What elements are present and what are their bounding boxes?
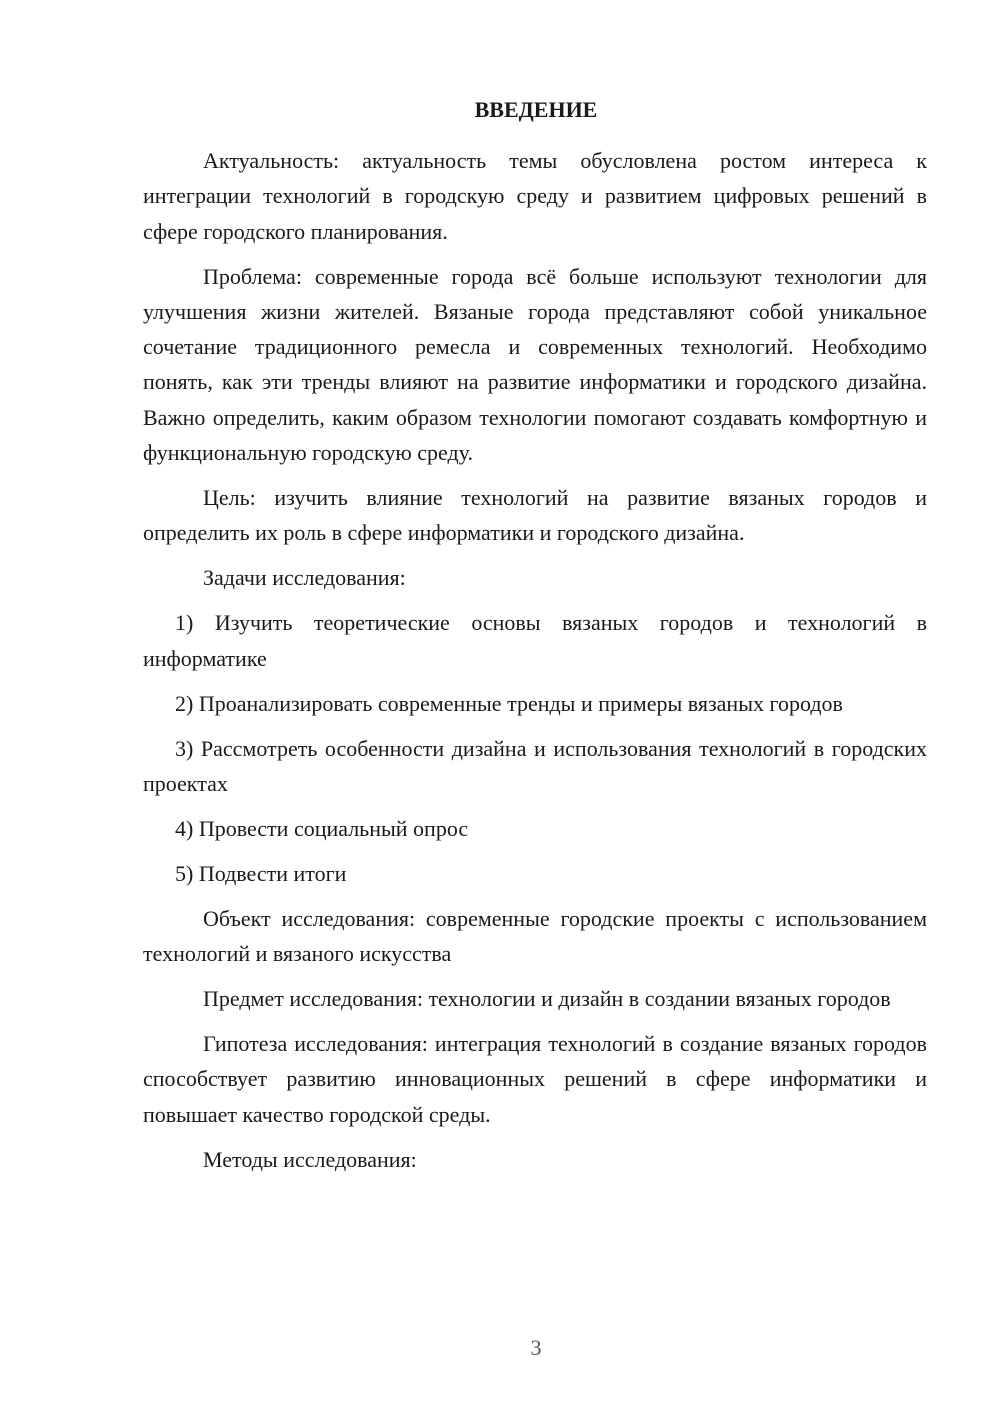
methods-heading: Методы исследования: bbox=[203, 1146, 417, 1172]
task-item-1: 1) Изучить теоретические основы вязаных городов и технологий в информатике bbox=[143, 610, 927, 671]
relevance-paragraph: Актуальность: актуальность темы обусловлена ростом интереса к интеграции технологий в городскую среду и развитием цифровых решений в сфере городского планирования. bbox=[143, 148, 927, 244]
task-item-2: 2) Проанализировать современные тренды и примеры вязаных городов bbox=[175, 690, 843, 716]
problem-paragraph: Проблема: современные города всё больше используют технологии для улучшения жизни жителей. Вязаные города представляют собой уникальное сочетание традиционного ремесла и современных технологий. Необходимо понять, как эти тренды влияют на развитие информатики и городского дизайна. Важно определить, каким образом технологии помогают создавать комфортную и функциональную городскую среду. bbox=[143, 263, 927, 466]
hypothesis-paragraph: Гипотеза исследования: интеграция технологий в создание вязаных городов способствует развитию инновационных решений в сфере информатики и повышает качество городской среды. bbox=[143, 1031, 927, 1127]
task-item-4: 4) Провести социальный опрос bbox=[175, 815, 469, 841]
task-item-5: 5) Подвести итоги bbox=[175, 860, 347, 886]
section-title: ВВЕДЕНИЕ bbox=[474, 97, 598, 122]
goal-paragraph: Цель: изучить влияние технологий на развитие вязаных городов и определить их роль в сфере информатики и городского дизайна. bbox=[143, 485, 927, 546]
object-paragraph: Объект исследования: современные городские проекты с использованием технологий и вязаного искусства bbox=[143, 905, 927, 967]
task-item-3: 3) Рассмотреть особенности дизайна и использования технологий в городских проектах bbox=[143, 735, 927, 796]
tasks-heading: Задачи исследования: bbox=[203, 565, 406, 591]
subject-paragraph: Предмет исследования: технологии и дизайн в создании вязаных городов bbox=[203, 986, 891, 1012]
document-body bbox=[143, 143, 927, 1187]
page-number: 3 bbox=[530, 1335, 542, 1360]
